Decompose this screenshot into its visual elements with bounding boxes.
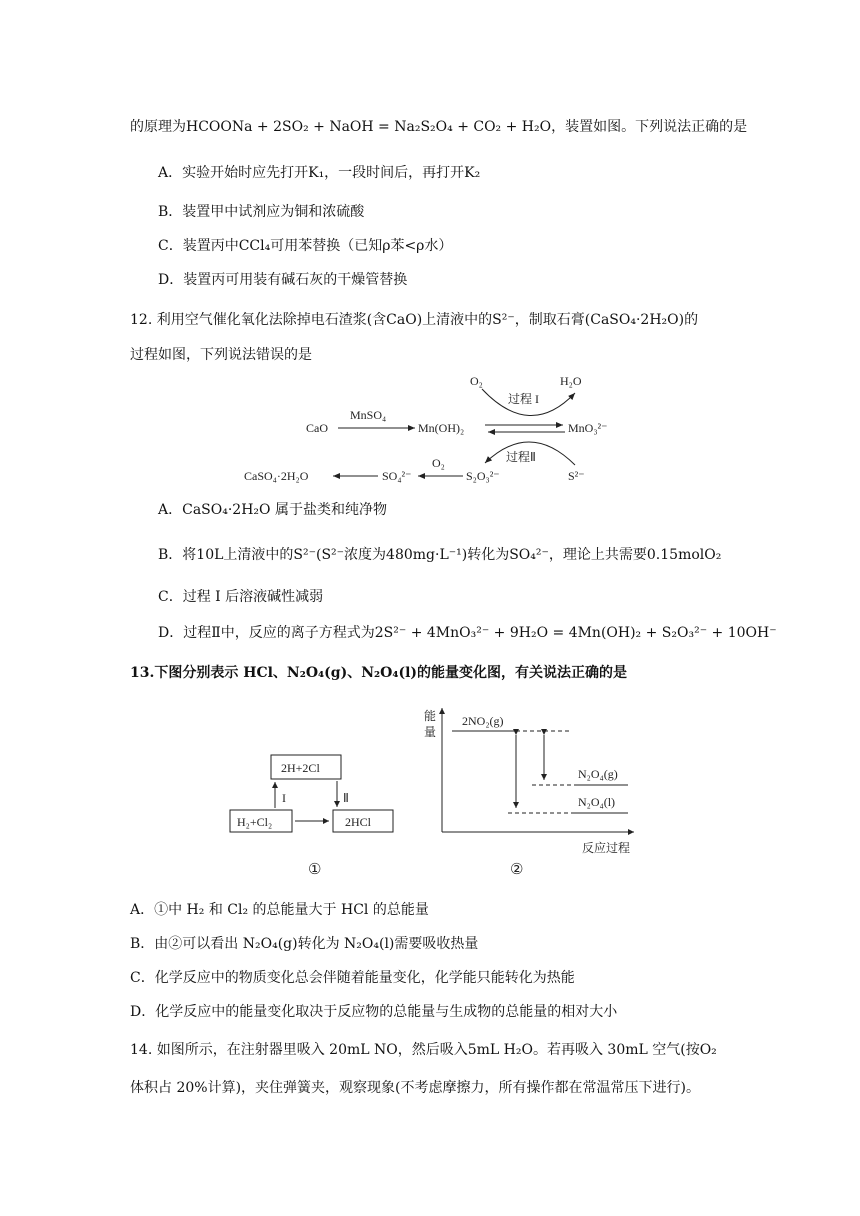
q12-stem-line1: 12. 利用空气催化氧化法除掉电石渣浆(含CaO)上清液中的S²⁻，制取石膏(CaSO₄·2H₂O)的 xyxy=(130,312,699,328)
q11-option-c: C．装置丙中CCl₄可用苯替换（已知ρ苯<ρ水） xyxy=(158,238,453,254)
q12-option-c: C．过程 I 后溶液碱性减弱 xyxy=(158,589,324,605)
label-n2o4g: N₂O₄(g) xyxy=(578,767,618,781)
q12-option-d: D．过程Ⅱ中，反应的离子方程式为2S²⁻ + 4MnO₃²⁻ + 9H₂O = 4Mn(OH)₂ + S₂O₃²⁻ + 10OH⁻ xyxy=(158,625,777,641)
caption-1: ① xyxy=(308,862,322,878)
q13-stem: 13.下图分别表示 HCl、N₂O₄(g)、N₂O₄(l)的能量变化图，有关说法正确的是 xyxy=(130,665,628,681)
label-o2-top: O₂ xyxy=(470,374,483,388)
y-axis-label-2: 量 xyxy=(424,725,437,739)
label-h2-cl2: H₂+Cl₂ xyxy=(237,815,273,829)
label-mnoh2: Mn(OH)₂ xyxy=(418,421,465,435)
label-o2-mid: O₂ xyxy=(432,456,445,470)
q13-option-d: D．化学反应中的能量变化取决于反应物的总能量与生成物的总能量的相对大小 xyxy=(130,1004,618,1020)
q11-option-b: B．装置甲中试剂应为铜和浓硫酸 xyxy=(158,204,365,220)
label-2h-2cl: 2H+2Cl xyxy=(281,761,320,775)
q13-option-a: A．①中 H₂ 和 Cl₂ 的总能量大于 HCl 的总能量 xyxy=(130,902,429,918)
label-caso4: CaSO₄·2H₂O xyxy=(244,469,309,483)
y-axis-label-1: 能 xyxy=(424,709,437,723)
q12-option-a: A．CaSO₄·2H₂O 属于盐类和纯净物 xyxy=(158,502,387,518)
label-mno3: MnO₃²⁻ xyxy=(568,421,608,435)
label-II: Ⅱ xyxy=(343,791,349,805)
label-s2: S²⁻ xyxy=(568,469,585,483)
q13-figure-1 xyxy=(225,750,405,880)
label-process-2: 过程Ⅱ xyxy=(506,450,536,464)
q11-stem: 的原理为HCOONa + 2SO₂ + NaOH = Na₂S₂O₄ + CO₂ + H₂O，装置如图。下列说法正确的是 xyxy=(130,119,748,135)
caption-2: ② xyxy=(510,862,524,878)
q12-option-b: B．将10L上清液中的S²⁻(S²⁻浓度为480mg·L⁻¹)转化为SO₄²⁻，理论上共需要0.15molO₂ xyxy=(158,547,722,563)
label-n2o4l: N₂O₄(l) xyxy=(578,795,616,809)
label-process-1: 过程 I xyxy=(508,392,539,406)
q14-stem-line2: 体积占 20%计算)，夹住弹簧夹，观察现象(不考虑摩擦力，所有操作都在常温常压下进行)。 xyxy=(130,1080,700,1096)
label-2no2: 2NO₂(g) xyxy=(462,714,504,728)
q13-figure-2 xyxy=(420,700,650,880)
q12-process-diagram xyxy=(230,365,650,495)
label-h2o: H₂O xyxy=(560,374,582,388)
q14-stem-line1: 14. 如图所示，在注射器里吸入 20mL NO，然后吸入5mL H₂O。若再吸入 30mL 空气(按O₂ xyxy=(130,1042,717,1058)
label-cao: CaO xyxy=(306,421,328,435)
q13-option-c: C．化学反应中的物质变化总会伴随着能量变化，化学能只能转化为热能 xyxy=(130,970,575,986)
label-2hcl: 2HCl xyxy=(345,815,372,829)
label-s2o3: S₂O₃²⁻ xyxy=(466,469,500,483)
q11-option-d: D．装置丙可用装有碱石灰的干燥管替换 xyxy=(158,272,408,288)
label-mnso4: MnSO₄ xyxy=(350,408,387,422)
q13-option-b: B．由②可以看出 N₂O₄(g)转化为 N₂O₄(l)需要吸收热量 xyxy=(130,936,479,952)
x-axis-label: 反应过程 xyxy=(582,841,631,855)
q12-stem-line2: 过程如图，下列说法错误的是 xyxy=(130,347,312,363)
label-so4: SO₄²⁻ xyxy=(382,469,412,483)
label-I: I xyxy=(282,791,286,805)
q11-option-a: A．实验开始时应先打开K₁，一段时间后，再打开K₂ xyxy=(158,165,481,181)
